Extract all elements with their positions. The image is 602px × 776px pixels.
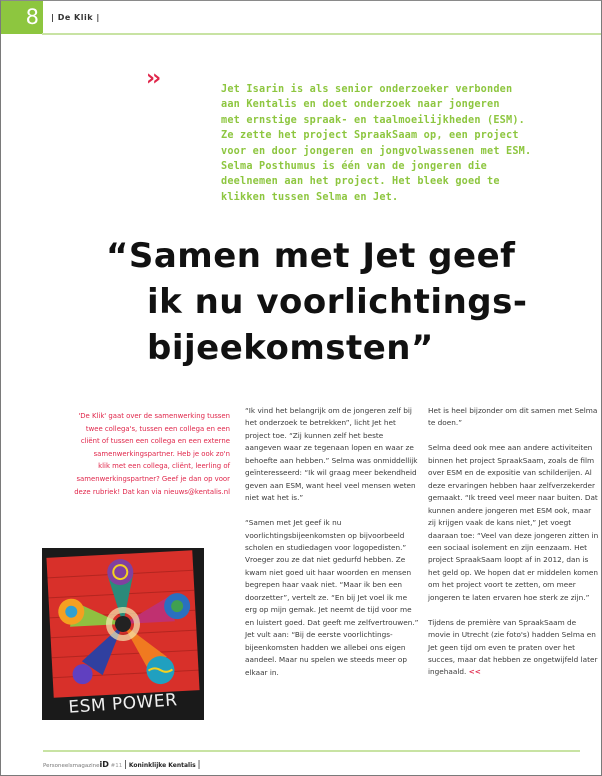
footer-separator: | [124,760,128,770]
intro-line: Selma Posthumus is één van de jongeren die [221,161,488,173]
body-column-1 [245,405,421,691]
chevron-right-icon: ›› [146,66,159,91]
footer-issue: #11 [110,763,123,769]
intro-line: klikken tussen Selma en Jet. [221,191,399,203]
intro-line: met ernstige spraak- en taalmoeilijkheden (ESM). [221,114,526,126]
body-paragraph: “Samen met Jet geef ik nu voorlichtingsbijeenkomsten op bijvoorbeeld scholen en studiedagen voor logopedisten.” Vroeger zou ze dat niet gedurfd hebben. Ze kwam niet goed uit haar woorden en mensen begrepen haar vaak niet. “Maar ik ben een doorzetter”, vertelt ze. “En bij Jet voel ik me erg op mijn gemak. Jet neemt de tijd voor me en luistert goed. Dat geeft me zelfvertrouwen.” Jet vult aan: “Bij de eerste voorlichtings-bijeenkomsten hadden we allebei ons eigen aandeel. Maar nu spelen we steeds meer op elkaar in. [245,518,419,677]
footer-brand: iD [99,760,109,769]
painting-brick-wall [46,550,199,697]
body-paragraph-last [428,617,600,679]
pull-quote-line: ik nu voorlichtings- [147,282,528,322]
photo-caption: ESM POWER [67,690,179,718]
header-rule [42,33,601,35]
rubric-line: samenwerkingspartner? Geef je dan op voor [76,474,230,483]
footer-organization: Koninklijke Kentalis [128,762,196,769]
pull-quote [106,233,596,371]
page-header [1,1,601,34]
intro-line: voor en door jongeren en jongvolwassenen met ESM. [221,145,532,157]
rubric-line: klik met een collega, cliënt, leerling of [98,462,230,471]
end-mark-icon: << [468,667,481,677]
intro-line: Ze zette het project SpraakSaam op, een project [221,130,519,142]
body-paragraph: “Ik vind het belangrijk om de jongeren zelf bij het onderzoek te betrekken”, licht Jet het project toe. “Zij kunnen zelf het beste aangeven waar ze tegenaan lopen en waar ze behoefte aan hebben.” Selma was onmiddellijk geïnteresseerd: “Ik wil graag meer bekendheid geven aan ESM, want heel veel mensen weten niet wat het is.” [245,406,418,503]
intro-line: Jet Isarin is als senior onderzoeker verbonden [221,84,513,95]
pull-quote-line: “Samen met Jet geef [106,236,516,276]
rubric-line: twee collega's, tussen een collega en een [85,424,230,433]
painting-illustration [46,550,199,697]
section-label: | De Klik | [51,13,100,22]
body-paragraph: Het is heel bijzonder om dit samen met Selma te doen.” [428,406,598,428]
intro-line: deelnemen aan het project. Het bleek goed te [221,176,500,188]
rubric-line: samenwerkingspartner. Heb je ook zo'n [93,449,230,458]
page-footer [43,760,201,771]
page-number: 8 [1,1,43,34]
esm-power-painting [42,548,204,720]
footer-rule [43,750,580,752]
footer-magazine-label: Personeelsmagazine [43,763,100,769]
body-paragraph-text: Tijdens de première van SpraakSaam de movie in Utrecht (zie foto's) hadden Selma en Jet geen tijd om even te praten over het succes, maar dat hebben ze ongetwijfeld later ingehaald. [428,617,598,677]
rubric-line: cliënt of tussen een collega en een externe [80,437,230,446]
footer-separator: | [197,760,201,770]
body-column-2 [428,405,600,691]
rubric-line: deze rubriek! Dat kan via nieuws@kentalis.nl [74,487,230,496]
pull-quote-line: bijeekomsten” [147,328,434,368]
rubric-line: 'De Klik' gaat over de samenwerking tussen [78,412,230,420]
rubric-description [48,410,230,498]
intro-line: aan Kentalis en doet onderzoek naar jongeren [221,99,500,111]
intro-paragraph [221,82,601,205]
body-paragraph: Selma deed ook mee aan andere activiteiten binnen het project SpraakSaam, zoals de film over ESM en de expositie van schilderijen. Al deze ervaringen hebben haar zelfverzekerder gemaakt. “Ik treed veel meer naar buiten. Dat kunnen andere jongeren met ESM ook, maar zij krijgen vaak de kans niet,” Jet voegt daaraan toe: “Veel van deze jongeren zitten in een sociaal isolement en zijn eenzaam. Het project SpraakSaam loopt af in 2012, dan is het geld op. We hopen dat er middelen komen om het project voort te zetten, om meer jongeren te laten ervaren hoe sterk ze zijn.” [428,443,599,602]
